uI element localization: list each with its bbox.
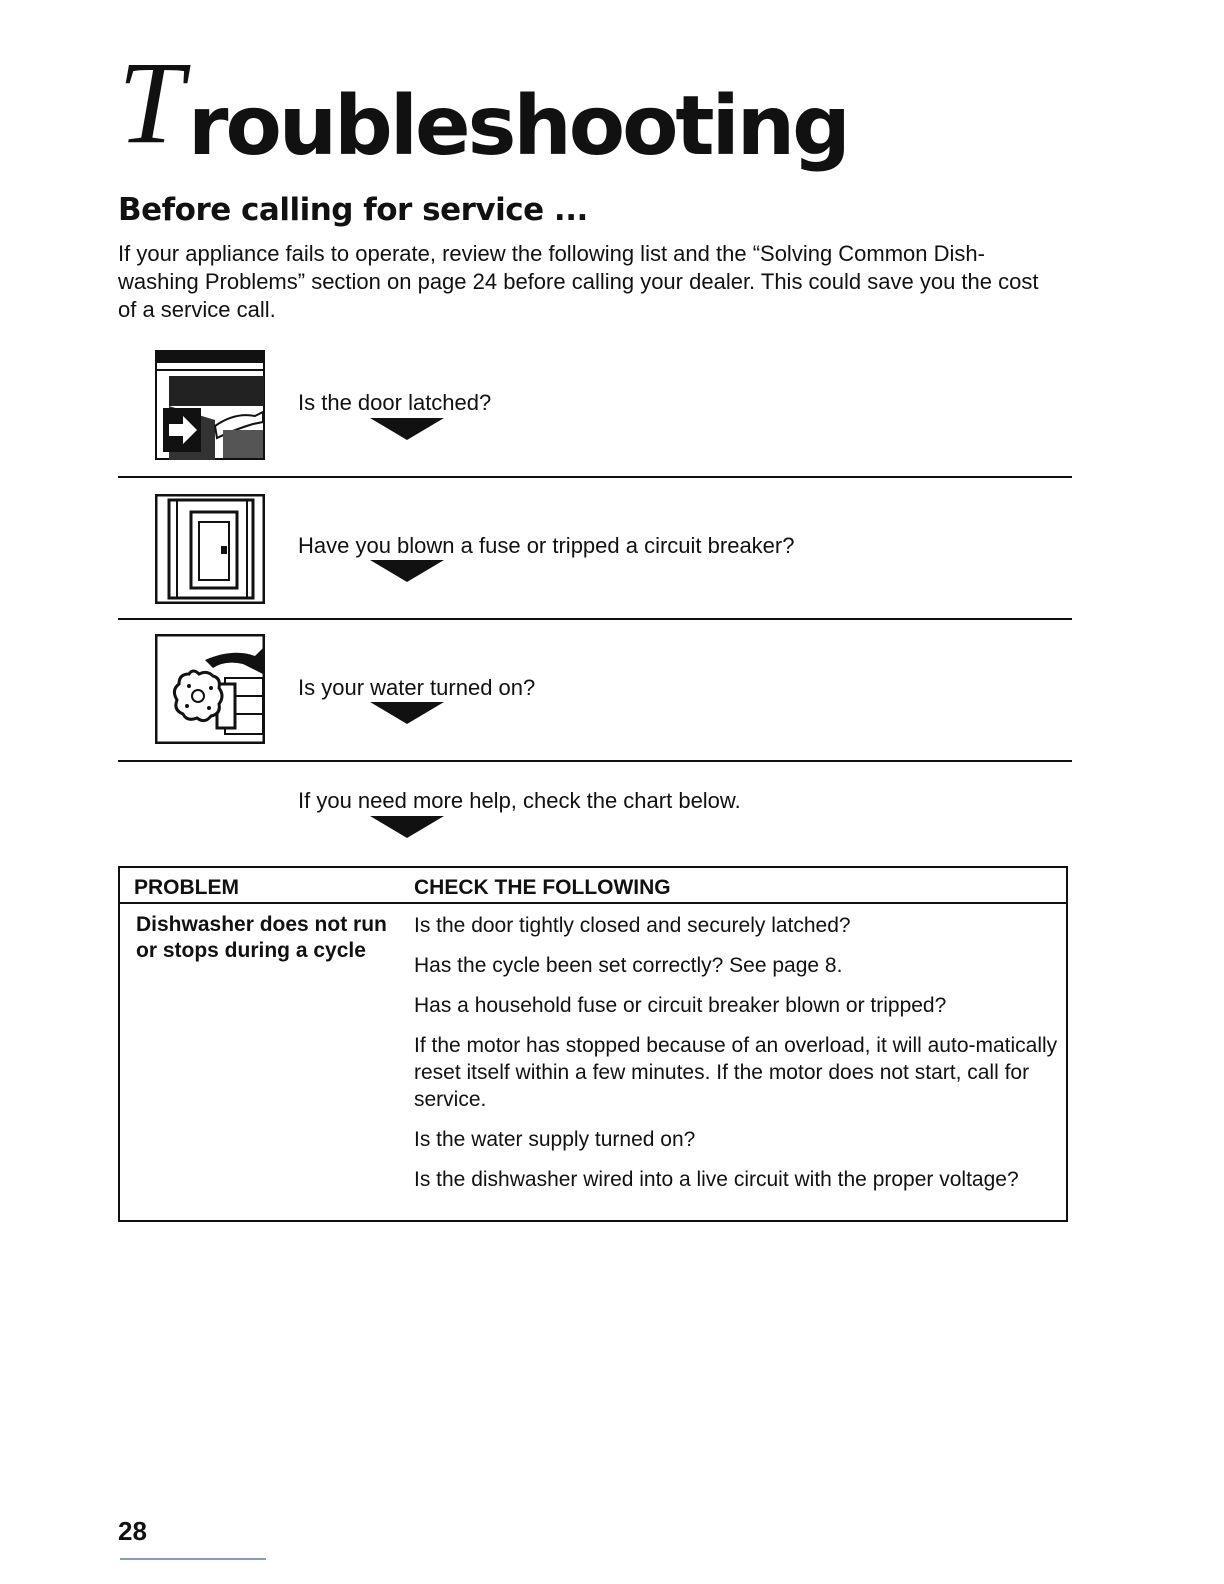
section-heading: Before calling for service ... bbox=[118, 192, 588, 228]
divider bbox=[118, 476, 1072, 478]
divider bbox=[118, 760, 1072, 762]
check-item: Is the dishwasher wired into a live circuit with the proper voltage? bbox=[414, 1168, 1019, 1191]
check-item: If the motor has stopped because of an overload, it will auto-matically reset itself within a few minutes. If the motor does not start, call for service. bbox=[414, 1034, 1058, 1111]
problem-cell: Dishwasher does not run or stops during a cycle bbox=[136, 913, 387, 962]
intro-paragraph: If your appliance fails to operate, review the following list and the “Solving Common Dish-washing Problems” section on page 24 before calling your dealer. This could save you the cost of a service call. bbox=[118, 241, 1039, 322]
check-item: Has the cycle been set correctly? See page 8. bbox=[414, 954, 843, 977]
down-arrow-icon bbox=[370, 816, 444, 838]
check-list bbox=[414, 912, 1064, 1206]
page-number: 28 bbox=[118, 1516, 147, 1546]
check-item: Is the door tightly closed and securely latched? bbox=[414, 914, 851, 937]
table-header-problem: PROBLEM bbox=[134, 876, 239, 899]
footer-rule bbox=[120, 1558, 266, 1560]
title-rest: roubleshooting bbox=[188, 79, 848, 174]
title-initial: T bbox=[118, 37, 184, 168]
checklist-question-1: Is the door latched? bbox=[298, 390, 492, 415]
troubleshooting-table bbox=[118, 866, 1068, 1222]
down-arrow-icon bbox=[370, 418, 444, 440]
fuse-box-icon bbox=[155, 494, 265, 604]
water-valve-icon bbox=[155, 634, 265, 744]
divider bbox=[118, 618, 1072, 620]
door-latch-icon bbox=[155, 350, 265, 460]
table-header-check: CHECK THE FOLLOWING bbox=[414, 876, 671, 899]
down-arrow-icon bbox=[370, 702, 444, 724]
more-help-text: If you need more help, check the chart below. bbox=[298, 788, 741, 813]
check-item: Has a household fuse or circuit breaker blown or tripped? bbox=[414, 994, 947, 1017]
checklist-question-3: Is your water turned on? bbox=[298, 675, 536, 700]
checklist-question-2: Have you blown a fuse or tripped a circuit breaker? bbox=[298, 533, 795, 558]
check-item: Is the water supply turned on? bbox=[414, 1128, 696, 1151]
down-arrow-icon bbox=[370, 560, 444, 582]
table-header-rule bbox=[120, 902, 1066, 904]
